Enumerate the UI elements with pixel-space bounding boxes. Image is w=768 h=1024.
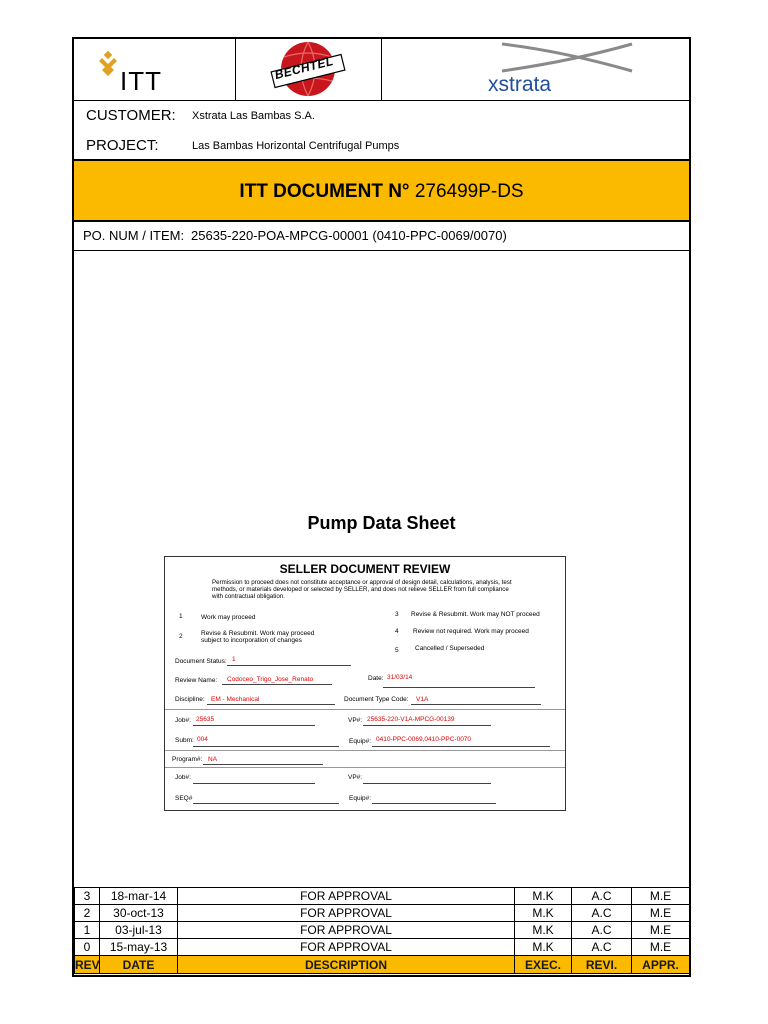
- program-underline: [203, 764, 323, 765]
- itt-logo-text: ITT: [120, 66, 162, 96]
- date-label: Date:: [368, 675, 384, 682]
- rev-cell: 3: [75, 888, 100, 905]
- po-row: [74, 222, 689, 251]
- revision-table: [74, 887, 690, 974]
- vp-underline: [363, 725, 491, 726]
- revi-header: REVI.: [572, 956, 632, 974]
- discipline-underline: [207, 704, 335, 705]
- equip2-label: Equip#:: [349, 795, 372, 802]
- exec-cell: M.K: [515, 905, 572, 922]
- description-cell: FOR APPROVAL: [178, 888, 515, 905]
- job2-underline: [193, 783, 315, 784]
- review-name-underline: [222, 684, 332, 685]
- status-underline: [227, 665, 351, 666]
- review-name-label: Review Name:: [175, 677, 218, 684]
- doc-type-label: Document Type Code:: [344, 696, 409, 703]
- appr-cell: M.E: [632, 939, 690, 956]
- appr-cell: M.E: [632, 922, 690, 939]
- stamp-divider: [165, 767, 565, 768]
- description-cell: FOR APPROVAL: [178, 905, 515, 922]
- exec-cell: M.K: [515, 939, 572, 956]
- table-row: [75, 905, 690, 922]
- option-text: Review not required. Work may proceed: [413, 628, 529, 635]
- status-value: 1: [232, 656, 236, 663]
- discipline-label: Discipline:: [175, 696, 205, 703]
- option-number: 1: [179, 613, 183, 620]
- datasheet-cover: [72, 37, 691, 977]
- seq-label: SEQ#: [175, 795, 193, 802]
- option-text: Work may proceed: [201, 614, 256, 621]
- vp-label: VP#:: [348, 717, 363, 724]
- po-value: 25635-220-POA-MPCG-00001 (0410-PPC-0069/0070): [191, 228, 507, 243]
- appr-header: APPR.: [632, 956, 690, 974]
- table-row: [75, 922, 690, 939]
- rev-cell: 2: [75, 905, 100, 922]
- revi-cell: A.C: [572, 905, 632, 922]
- option-number: 3: [395, 611, 399, 618]
- vp2-underline: [363, 783, 491, 784]
- logo-header: [74, 39, 689, 101]
- option-number: 5: [395, 647, 399, 654]
- stamp-heading: SELLER DOCUMENT REVIEW: [279, 562, 451, 576]
- revi-cell: A.C: [572, 922, 632, 939]
- program-label: Program#:: [172, 756, 203, 763]
- date-cell: 30-oct-13: [100, 905, 178, 922]
- customer-label: CUSTOMER:: [86, 107, 176, 124]
- status-label: Document Status:: [175, 658, 227, 665]
- customer-row: [74, 101, 689, 131]
- vp2-label: VP#:: [348, 774, 363, 781]
- description-cell: FOR APPROVAL: [178, 939, 515, 956]
- job-underline: [193, 725, 315, 726]
- table-row: [75, 888, 690, 905]
- customer-value: Xstrata Las Bambas S.A.: [192, 110, 315, 122]
- bechtel-logo: [236, 39, 382, 100]
- bechtel-logo-text: BECHTEL: [273, 53, 335, 83]
- date-cell: 15-may-13: [100, 939, 178, 956]
- xstrata-logo-text: xstrata: [488, 73, 552, 96]
- equip2-underline: [372, 803, 496, 804]
- po-label: PO. NUM / ITEM:: [83, 228, 185, 243]
- subm-underline: [193, 746, 339, 747]
- date-header: DATE: [100, 956, 178, 974]
- xstrata-logo: [382, 39, 689, 100]
- document-number-band: [74, 161, 689, 222]
- appr-cell: M.E: [632, 888, 690, 905]
- description-header: DESCRIPTION: [178, 956, 515, 974]
- option-text: Cancelled / Superseded: [415, 645, 485, 652]
- option-number: 2: [179, 633, 183, 640]
- exec-header: EXEC.: [515, 956, 572, 974]
- program-value: NA: [208, 756, 218, 763]
- subm-label: Subm:: [175, 737, 194, 744]
- document-number-prefix: ITT DOCUMENT N°: [239, 181, 410, 202]
- equip-value: 0410-PPC-0069,0410-PPC-0070: [376, 736, 472, 743]
- date-cell: 18-mar-14: [100, 888, 178, 905]
- stamp-divider: [165, 709, 565, 710]
- date-cell: 03-jul-13: [100, 922, 178, 939]
- xstrata-x-icon: [492, 41, 642, 73]
- date-underline: [383, 687, 535, 688]
- seller-review-stamp: [164, 556, 566, 811]
- exec-cell: M.K: [515, 922, 572, 939]
- review-name-value: Codoceo_Trigo_Jose_Renato: [227, 676, 314, 683]
- doc-type-underline: [411, 704, 541, 705]
- date-value: 31/03/14: [387, 674, 413, 681]
- option-number: 4: [395, 628, 399, 635]
- table-header-row: [75, 956, 690, 974]
- revi-cell: A.C: [572, 939, 632, 956]
- table-row: [75, 939, 690, 956]
- doc-type-value: V1A: [416, 696, 429, 703]
- equip-label: Equip#:: [349, 738, 372, 745]
- job-label: Job#:: [175, 717, 191, 724]
- appr-cell: M.E: [632, 905, 690, 922]
- job-value: 25635: [196, 716, 215, 723]
- revi-cell: A.C: [572, 888, 632, 905]
- vp-value: 25635-220-V1A-MPCG-00139: [367, 716, 455, 723]
- rev-header: REV: [75, 957, 100, 972]
- project-value: Las Bambas Horizontal Centrifugal Pumps: [192, 140, 400, 152]
- project-label: PROJECT:: [86, 137, 159, 154]
- itt-logo: [74, 39, 236, 100]
- rev-cell: 0: [75, 939, 100, 956]
- subm-value: 004: [197, 736, 208, 743]
- description-cell: FOR APPROVAL: [178, 922, 515, 939]
- document-number: 276499P-DS: [414, 181, 524, 202]
- job2-label: Job#:: [175, 774, 191, 781]
- page-title: Pump Data Sheet: [307, 513, 456, 533]
- stamp-disclaimer: Permission to proceed does not constitute acceptance or approval of design detail, calculations, analysis, test methods, or materials developed or selected by SELLER, and does not relieve SELLER from full compliance with contractual obligation.: [212, 579, 512, 600]
- option-text: Revise & Resubmit. Work may proceed subject to incorporation of changes: [201, 630, 315, 644]
- seq-underline: [193, 803, 339, 804]
- rev-cell: 1: [75, 922, 100, 939]
- equip-underline: [372, 746, 550, 747]
- stamp-divider: [165, 750, 565, 751]
- exec-cell: M.K: [515, 888, 572, 905]
- option-text: Revise & Resubmit. Work may NOT proceed: [411, 611, 540, 618]
- project-row: [74, 131, 689, 161]
- discipline-value: EM - Mechanical: [211, 696, 260, 703]
